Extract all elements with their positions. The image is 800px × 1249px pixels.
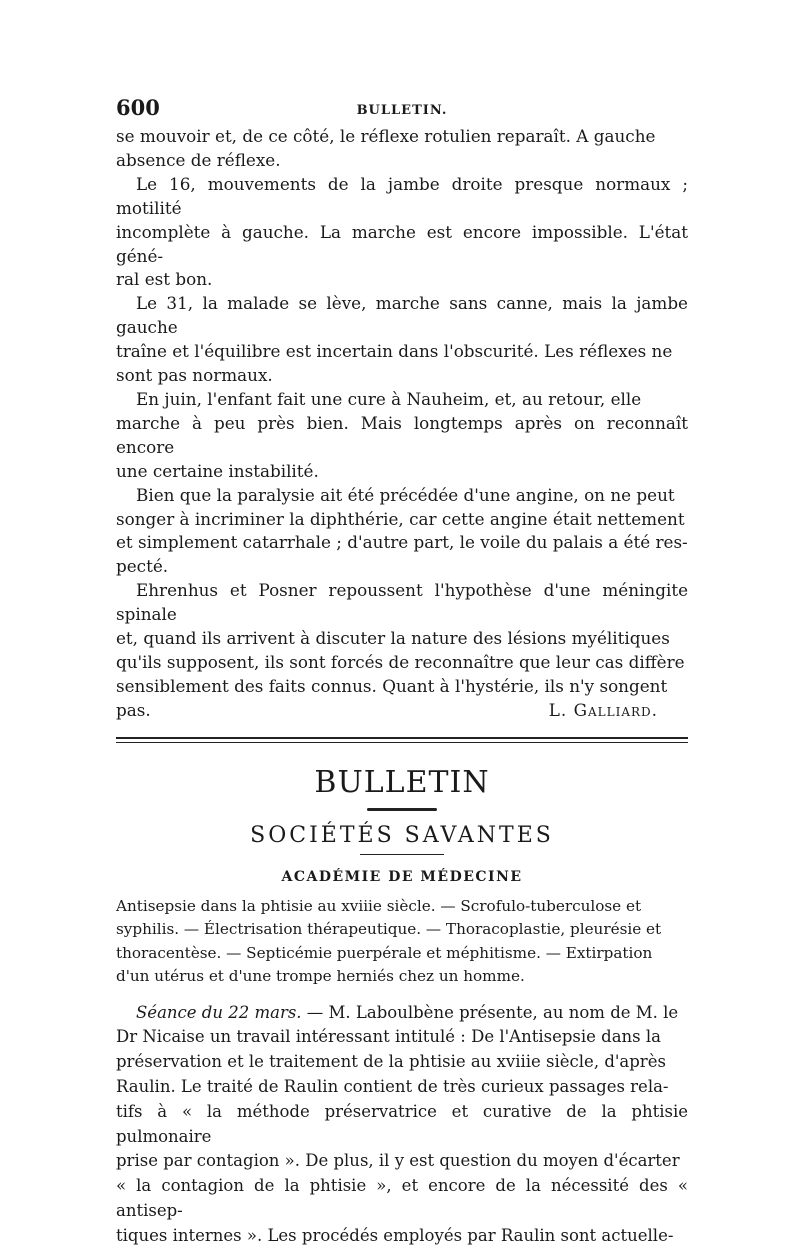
- text-line: pecté.: [116, 556, 169, 577]
- running-head: [116, 95, 688, 125]
- text-line: traîne et l'équilibre est incertain dans l'obscurité. Les réflexes ne: [116, 341, 673, 362]
- text-line: — M. Laboulbène présente, au nom de M. le: [306, 1002, 679, 1022]
- short-divider: [360, 854, 444, 855]
- text-line: sont pas normaux.: [116, 365, 273, 386]
- text-line: « la contagion de la phtisie », et encore de la nécessité des « antisep-: [116, 1176, 688, 1221]
- text-line: Bien que la paralysie ait été précédée d'une angine, on ne peut: [136, 484, 675, 505]
- text-line: prise par contagion ». De plus, il y est question du moyen d'écarter: [116, 1151, 680, 1171]
- page-number: 600: [116, 95, 160, 120]
- text-line: Ehrenhus et Posner repoussent l'hypothèse d'une méningite spinale: [116, 580, 688, 625]
- section-divider: [116, 737, 688, 743]
- text-line: tiques internes ». Les procédés employés par Raulin sont actuelle-: [116, 1225, 674, 1245]
- text-line: une certaine instabilité.: [116, 460, 319, 481]
- text-line: pas.: [116, 699, 151, 720]
- summary-line: syphilis. — Électrisation thérapeutique. — Thoracoplastie, pleurésie et: [116, 920, 662, 939]
- section-heading: SOCIÉTÉS SAVANTES: [250, 822, 554, 848]
- session-first-line: [116, 1001, 688, 1026]
- text-line: Le 16, mouvements de la jambe droite presque normaux ; motilité: [116, 173, 688, 218]
- session-date: Séance du 22 mars.: [136, 1002, 302, 1022]
- session-summary: [116, 895, 688, 989]
- text-line: songer à incriminer la diphthérie, car cette angine était nettement: [116, 508, 685, 529]
- text-line: En juin, l'enfant fait une cure à Nauheim, et, au retour, elle: [136, 388, 642, 409]
- bulletin-heading: BULLETIN: [314, 764, 490, 800]
- ornament-divider: [367, 808, 437, 811]
- text-line: absence de réflexe.: [116, 149, 281, 170]
- book-page: [116, 95, 688, 1249]
- academy-heading: ACADÉMIE DE MÉDECINE: [281, 868, 523, 885]
- article-body: [116, 125, 688, 723]
- summary-line: Antisepsie dans la phtisie au xviiie siècle. — Scrofulo-tuberculose et: [116, 896, 642, 915]
- text-line: tifs à « la méthode préservatrice et curative de la phtisie pulmonaire: [116, 1101, 688, 1146]
- text-line: sensiblement des faits connus. Quant à l'hystérie, ils n'y songent: [116, 675, 668, 696]
- text-line: se mouvoir et, de ce côté, le réflexe rotulien reparaît. A gauche: [116, 126, 656, 146]
- text-line: Le 31, la malade se lève, marche sans canne, mais la jambe gauche: [116, 293, 688, 338]
- signature-line: [116, 699, 688, 723]
- session-report: [116, 1001, 688, 1249]
- summary-line: d'un utérus et d'une trompe herniés chez un homme.: [116, 967, 525, 986]
- author-signature: L. Galliard.: [548, 699, 658, 720]
- text-line: Dr Nicaise un travail intéressant intitulé : De l'Antisepsie dans la: [116, 1027, 662, 1047]
- summary-line: thoracentèse. — Septicémie puerpérale et méphitisme. — Extirpation: [116, 943, 653, 962]
- text-line: Raulin. Le traité de Raulin contient de très curieux passages rela-: [116, 1077, 669, 1097]
- running-title: BULLETIN.: [356, 103, 448, 118]
- text-line: qu'ils supposent, ils sont forcés de reconnaître que leur cas diffère: [116, 651, 685, 672]
- text-line: incomplète à gauche. La marche est encore impossible. L'état géné-: [116, 221, 688, 266]
- text-line: préservation et le traitement de la phtisie au xviiie siècle, d'après: [116, 1052, 666, 1072]
- text-line: et simplement catarrhale ; d'autre part, le voile du palais a été res-: [116, 532, 688, 553]
- text-line: et, quand ils arrivent à discuter la nature des lésions myélitiques: [116, 628, 670, 649]
- text-line: ral est bon.: [116, 269, 213, 290]
- text-line: marche à peu près bien. Mais longtemps après on reconnaît encore: [116, 412, 688, 457]
